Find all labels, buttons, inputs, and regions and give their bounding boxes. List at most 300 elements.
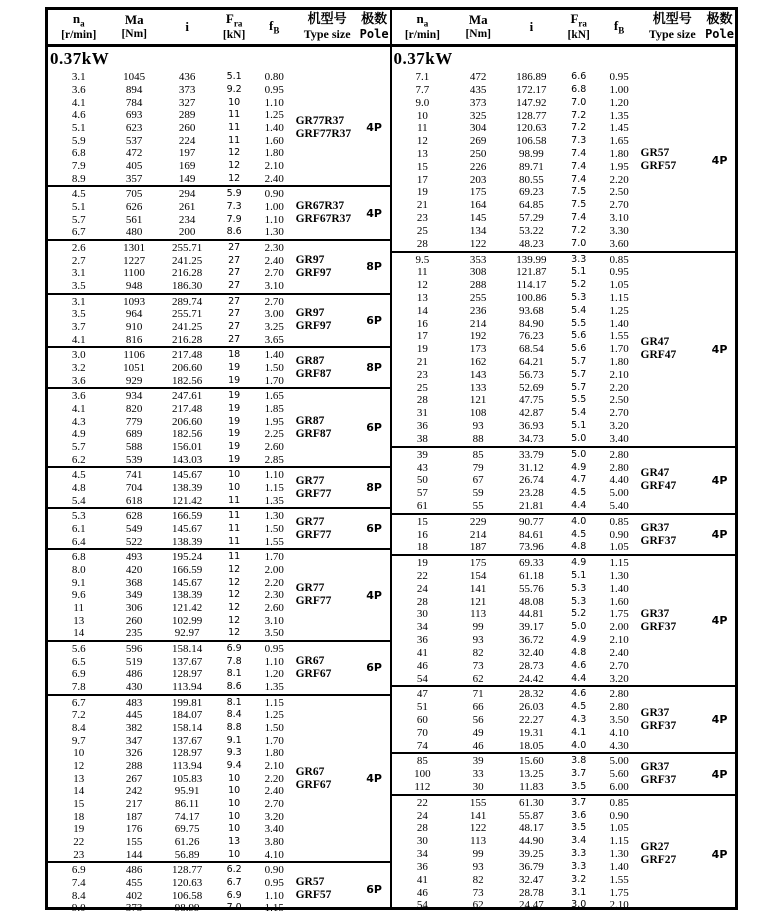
type-size-label: GRF77R37 <box>295 127 352 140</box>
fra-value: 8.1 <box>226 696 242 708</box>
i-value: 64.21 <box>519 356 544 369</box>
fra-value: 9.3 <box>226 747 242 759</box>
na-value: 6.2 <box>71 453 86 466</box>
i-value: 84.90 <box>519 317 544 330</box>
fra-value: 4.4 <box>571 672 587 684</box>
i-value: 114.17 <box>516 279 547 292</box>
spec-rows-right <box>392 70 736 912</box>
spec-values-grid <box>392 70 641 250</box>
type-size-label: GR67R37 <box>295 200 345 213</box>
fb-value: 2.20 <box>264 576 284 589</box>
pole-label: 4P <box>711 342 728 356</box>
na-value: 21 <box>416 199 428 212</box>
fb-value: 2.80 <box>609 688 629 701</box>
pole-label: 4P <box>711 528 728 541</box>
na-value: 34 <box>416 848 428 861</box>
i-value: 121.87 <box>516 266 547 279</box>
i-value: 172.17 <box>516 83 547 96</box>
na-value: 3.5 <box>71 279 86 292</box>
fb-value: 1.80 <box>609 148 629 161</box>
fra-value: 27 <box>228 241 241 253</box>
ma-value: 113 <box>470 835 487 848</box>
na-value: 39 <box>416 448 428 461</box>
na-value: 9.0 <box>415 96 430 109</box>
spec-values-grid <box>48 642 296 694</box>
i-value: 68.54 <box>519 343 544 356</box>
na-value: 15 <box>73 798 85 811</box>
spec-values-grid <box>392 754 641 793</box>
fra-value: 11 <box>228 535 241 547</box>
type-size-label: GRF37 <box>640 534 677 547</box>
fra-value: 19 <box>228 440 241 452</box>
ma-value: 288 <box>469 279 487 292</box>
i-value: 217.48 <box>172 349 203 362</box>
fb-value: 1.70 <box>609 343 629 356</box>
na-value: 38 <box>416 432 428 445</box>
i-value: 128.97 <box>172 747 203 760</box>
pole-label: 6P <box>366 522 382 536</box>
na-value: 4.1 <box>71 402 86 415</box>
fb-value: 1.40 <box>609 317 629 330</box>
i-value: 26.74 <box>519 474 544 487</box>
fra-value: 5.7 <box>571 356 587 368</box>
ma-value: 88 <box>472 432 484 445</box>
ma-value: 122 <box>469 237 487 250</box>
fra-value: 5.4 <box>571 407 587 419</box>
fra-value: 3.3 <box>571 860 587 872</box>
fb-value: 0.95 <box>609 266 629 279</box>
header-type-size: 机型号 Type size <box>648 11 696 41</box>
na-value: 46 <box>416 886 428 899</box>
ma-value: 288 <box>125 760 143 773</box>
na-value: 47 <box>416 688 428 701</box>
ma-value: 308 <box>469 266 487 279</box>
fra-value: 12 <box>228 564 241 576</box>
type-size-labels <box>641 796 705 912</box>
i-value: 216.28 <box>172 267 203 280</box>
ma-value: 948 <box>125 279 143 292</box>
fb-value: 0.85 <box>609 253 629 266</box>
ma-value: 73 <box>472 659 484 672</box>
fb-value: 5.60 <box>609 768 629 781</box>
fb-value: 2.70 <box>264 295 284 308</box>
i-value: 57.29 <box>519 212 544 225</box>
i-value: 36.72 <box>519 634 544 647</box>
ma-value: 382 <box>125 722 143 735</box>
i-value: 18.05 <box>519 739 544 752</box>
na-value: 6.7 <box>71 696 86 709</box>
fb-value: 1.80 <box>264 147 284 160</box>
i-value: 36.79 <box>519 860 544 873</box>
fra-value: 4.5 <box>571 701 587 713</box>
fra-value: 9.4 <box>226 760 242 772</box>
na-value: 85 <box>416 755 428 768</box>
i-value: 64.85 <box>519 199 544 212</box>
type-size-labels <box>296 70 359 185</box>
spec-values-grid <box>392 515 641 554</box>
column-header-row <box>48 10 390 47</box>
fb-value: 4.10 <box>264 848 284 861</box>
na-value: 7.4 <box>71 877 86 890</box>
ma-value: 203 <box>469 173 487 186</box>
fb-value: 1.30 <box>609 570 629 583</box>
fb-value: 3.65 <box>264 333 284 346</box>
i-value: 28.32 <box>519 688 544 701</box>
i-value: 128.97 <box>172 668 203 681</box>
type-size-labels <box>641 70 705 250</box>
ma-value: 402 <box>125 889 143 902</box>
type-size-labels <box>296 348 359 387</box>
fra-value: 19 <box>228 374 241 386</box>
spec-group <box>392 70 736 250</box>
ma-value: 1093 <box>123 295 146 308</box>
i-value: 42.87 <box>519 407 544 420</box>
fra-value: 5.1 <box>571 570 587 582</box>
pole-label: 8P <box>366 361 382 375</box>
fb-value: 3.20 <box>609 420 629 433</box>
na-value: 7.1 <box>415 71 430 84</box>
fra-value: 3.5 <box>571 822 587 834</box>
i-value: 48.17 <box>519 822 544 835</box>
na-value: 22 <box>73 836 85 849</box>
fra-value: 10 <box>228 798 241 810</box>
ma-value: 144 <box>125 848 143 861</box>
ma-value: 628 <box>125 510 143 523</box>
type-size-label: GRF77 <box>295 528 332 541</box>
i-value: 224 <box>178 134 196 147</box>
ma-value: 373 <box>469 96 487 109</box>
i-value: 186.30 <box>172 279 203 292</box>
na-value: 30 <box>416 835 428 848</box>
fra-value: 4.9 <box>571 461 587 473</box>
power-section-title: 0.37kW <box>393 49 453 69</box>
fb-value: 1.35 <box>609 109 629 122</box>
type-size-label: GRF87 <box>295 367 332 380</box>
i-value: 23.28 <box>519 487 544 500</box>
fra-value: 10 <box>228 810 241 822</box>
pole-label: 8P <box>366 481 382 495</box>
i-value: 39.25 <box>519 848 544 861</box>
na-value: 2.7 <box>71 254 86 267</box>
na-value: 6.4 <box>71 535 86 548</box>
i-value: 145.67 <box>172 523 203 535</box>
spec-group <box>48 239 390 293</box>
type-size-label: GR97 <box>295 307 325 320</box>
fra-value: 7.4 <box>571 173 587 185</box>
ma-value: 59 <box>472 487 484 500</box>
ma-value: 55 <box>472 499 484 512</box>
fb-value: 0.85 <box>609 796 629 809</box>
na-value: 60 <box>416 713 428 726</box>
i-value: 22.27 <box>519 713 544 726</box>
i-value: 186.89 <box>516 71 547 84</box>
fb-value: 1.40 <box>609 860 629 873</box>
type-size-label: GR67 <box>295 654 325 667</box>
i-value: 138.39 <box>172 481 203 494</box>
na-value: 7.7 <box>415 83 430 96</box>
spec-group <box>48 387 390 466</box>
type-size-label: GRF77 <box>295 595 332 608</box>
fra-value: 4.5 <box>571 487 587 499</box>
i-value: 289 <box>178 109 196 122</box>
ma-value: 99 <box>472 848 484 861</box>
fra-value: 4.9 <box>571 557 587 569</box>
na-value: 57 <box>416 487 428 500</box>
i-value: 158.14 <box>172 643 203 656</box>
na-value: 4.5 <box>71 469 86 482</box>
fra-value: 7.5 <box>571 199 587 211</box>
na-value: 28 <box>416 822 428 835</box>
fb-value: 5.40 <box>609 499 629 512</box>
fb-value: 3.80 <box>264 836 284 849</box>
fb-value: 3.00 <box>264 308 284 321</box>
i-value: 11.83 <box>519 781 544 794</box>
fra-value: 27 <box>228 279 241 291</box>
ma-value: 1100 <box>123 267 145 280</box>
na-value: 16 <box>416 317 428 330</box>
ma-value: 260 <box>125 614 143 627</box>
ma-value: 235 <box>125 627 143 640</box>
na-value: 31 <box>416 407 428 420</box>
ma-value: 226 <box>469 160 487 173</box>
ma-value: 306 <box>125 602 143 615</box>
pole-label: 4P <box>366 772 382 786</box>
fra-value: 27 <box>228 308 241 320</box>
fra-value: 13 <box>228 836 241 848</box>
pole-label: 4P <box>366 121 382 135</box>
type-size-label: GRF37 <box>640 620 677 633</box>
fra-value: 19 <box>228 428 241 440</box>
i-value: 206.60 <box>172 361 203 374</box>
ma-value: 30 <box>472 781 484 794</box>
ma-value: 353 <box>469 253 487 266</box>
ma-value: 486 <box>125 864 143 877</box>
i-value: 166.59 <box>172 510 203 523</box>
fb-value: 1.70 <box>264 551 284 564</box>
fb-value: 1.10 <box>264 469 284 482</box>
fra-value: 4.8 <box>571 646 587 658</box>
i-value: 199.81 <box>172 696 203 709</box>
i-value: 69.75 <box>174 823 200 836</box>
spec-values-grid <box>48 389 296 466</box>
i-value: 182.56 <box>172 428 203 441</box>
type-size-label: GR37 <box>640 607 670 620</box>
ma-value: 1045 <box>123 71 146 84</box>
fb-value: 2.50 <box>609 394 629 407</box>
ma-value: 304 <box>469 122 487 135</box>
na-value: 9.0 <box>71 902 86 915</box>
fra-value: 5.2 <box>571 279 587 291</box>
ma-value: 250 <box>469 148 487 161</box>
i-value: 184.07 <box>172 709 203 722</box>
fb-value: 5.00 <box>609 487 629 500</box>
fb-value: 1.15 <box>264 902 284 915</box>
ma-value: 134 <box>469 224 487 237</box>
fra-value: 4.4 <box>571 499 587 511</box>
na-value: 36 <box>416 860 428 873</box>
i-value: 138.39 <box>172 535 203 548</box>
na-value: 18 <box>416 541 428 554</box>
ma-value: 618 <box>125 494 143 507</box>
ma-value: 155 <box>469 796 487 809</box>
i-value: 241.25 <box>172 320 203 333</box>
i-value: 76.23 <box>519 330 544 343</box>
i-value: 19.31 <box>519 726 544 739</box>
i-value: 138.39 <box>172 589 203 602</box>
fra-value: 5.0 <box>571 621 587 633</box>
i-value: 52.69 <box>519 381 544 394</box>
na-value: 70 <box>416 726 428 739</box>
ma-value: 155 <box>125 836 143 849</box>
fra-value: 4.6 <box>571 659 587 671</box>
fra-value: 7.4 <box>571 212 587 224</box>
fb-value: 2.85 <box>264 453 284 466</box>
type-size-label: GR47 <box>640 336 670 349</box>
fra-value: 3.6 <box>571 809 587 821</box>
i-value: 56.89 <box>174 848 200 861</box>
fra-value: 4.9 <box>571 634 587 646</box>
na-value: 22 <box>416 796 428 809</box>
i-value: 24.47 <box>519 899 544 912</box>
fb-value: 4.40 <box>609 474 629 487</box>
fra-value: 8.4 <box>226 709 242 721</box>
fb-value: 1.70 <box>264 374 284 387</box>
fra-value: 3.3 <box>571 253 587 265</box>
ma-value: 549 <box>125 523 143 535</box>
fb-value: 3.10 <box>264 279 284 292</box>
i-value: 69.23 <box>519 186 544 199</box>
fra-value: 5.0 <box>571 448 587 460</box>
type-size-label: GR37 <box>640 521 670 534</box>
na-value: 30 <box>416 608 428 621</box>
i-value: 34.73 <box>519 432 544 445</box>
type-size-label: GRF67 <box>295 667 332 680</box>
pole-label: 8P <box>366 260 382 274</box>
i-value: 195.24 <box>172 551 203 564</box>
spec-group <box>48 640 390 694</box>
na-value: 13 <box>416 291 428 304</box>
na-value: 36 <box>416 634 428 647</box>
ma-value: 121 <box>469 595 487 608</box>
type-size-label: GRF57 <box>295 889 332 902</box>
na-value: 2.6 <box>71 241 86 254</box>
fb-value: 2.70 <box>609 407 629 420</box>
i-value: 206.60 <box>172 415 203 428</box>
ma-value: 141 <box>469 582 487 595</box>
ma-value: 588 <box>125 440 143 453</box>
na-value: 28 <box>416 237 428 250</box>
spec-values-grid <box>392 687 641 752</box>
type-size-labels <box>296 642 359 694</box>
ma-value: 175 <box>469 557 487 570</box>
fra-value: 6.8 <box>571 83 587 95</box>
i-value: 149 <box>178 172 196 185</box>
fb-value: 1.35 <box>264 494 284 507</box>
type-size-label: GR77 <box>295 474 325 487</box>
fra-value: 7.0 <box>571 96 587 108</box>
type-size-labels <box>296 389 359 466</box>
na-value: 13 <box>73 614 85 627</box>
spec-group <box>392 752 736 793</box>
na-value: 7.8 <box>71 681 86 694</box>
fra-value: 7.3 <box>226 200 242 212</box>
fra-value: 19 <box>228 453 241 465</box>
spec-rows-left <box>48 70 390 915</box>
ma-value: 79 <box>472 461 484 474</box>
fb-value: 2.80 <box>609 461 629 474</box>
na-value: 21 <box>416 356 428 369</box>
fb-value: 3.20 <box>609 672 629 685</box>
na-value: 6.7 <box>71 226 86 239</box>
fb-value: 2.60 <box>264 440 284 453</box>
na-value: 41 <box>416 646 428 659</box>
fra-value: 5.1 <box>571 266 587 278</box>
fb-value: 1.20 <box>264 668 284 681</box>
i-value: 120.63 <box>172 877 203 890</box>
spec-values-grid <box>48 70 296 185</box>
fra-value: 5.3 <box>571 291 587 303</box>
fb-value: 2.10 <box>609 634 629 647</box>
type-size-label: GR87 <box>295 414 325 427</box>
fb-value: 3.25 <box>264 320 284 333</box>
na-value: 28 <box>416 595 428 608</box>
i-value: 255.71 <box>172 241 203 254</box>
i-value: 137.67 <box>172 734 203 747</box>
fra-value: 19 <box>228 415 241 427</box>
fra-value: 11 <box>228 121 241 133</box>
na-value: 23 <box>416 212 428 225</box>
na-value: 9.5 <box>415 253 430 266</box>
na-value: 74 <box>416 739 428 752</box>
fb-value: 2.30 <box>264 589 284 602</box>
fra-value: 11 <box>228 551 241 563</box>
ma-value: 405 <box>125 159 143 172</box>
ma-value: 561 <box>125 213 143 226</box>
spec-values-grid <box>48 348 296 387</box>
type-size-label: GR87 <box>295 354 325 367</box>
header-type-size: 机型号 Type size <box>303 11 351 41</box>
type-size-labels <box>641 448 705 513</box>
ma-value: 236 <box>469 304 487 317</box>
ma-value: 689 <box>125 428 143 441</box>
i-value: 156.01 <box>172 440 203 453</box>
i-value: 31.12 <box>519 461 544 474</box>
i-value: 47.75 <box>519 394 544 407</box>
ma-value: 99 <box>472 621 484 634</box>
spec-group <box>48 694 390 862</box>
na-value: 61 <box>416 499 428 512</box>
i-value: 48.23 <box>519 237 544 250</box>
ma-value: 483 <box>125 696 143 709</box>
ma-value: 214 <box>469 528 487 541</box>
fb-value: 0.90 <box>609 809 629 822</box>
ma-value: 430 <box>125 681 143 694</box>
fb-value: 3.10 <box>609 212 629 225</box>
fb-value: 1.40 <box>264 349 284 362</box>
fra-value: 5.3 <box>571 595 587 607</box>
fb-value: 1.15 <box>609 835 629 848</box>
ma-value: 122 <box>469 822 487 835</box>
type-size-label: GRF57 <box>640 160 677 173</box>
i-value: 15.60 <box>519 755 544 768</box>
fra-value: 12 <box>228 159 241 171</box>
na-value: 54 <box>416 672 428 685</box>
fra-value: 11 <box>228 134 241 146</box>
ma-value: 347 <box>125 734 143 747</box>
na-value: 22 <box>416 570 428 583</box>
fra-value: 8.6 <box>226 226 242 238</box>
ma-value: 154 <box>469 570 487 583</box>
